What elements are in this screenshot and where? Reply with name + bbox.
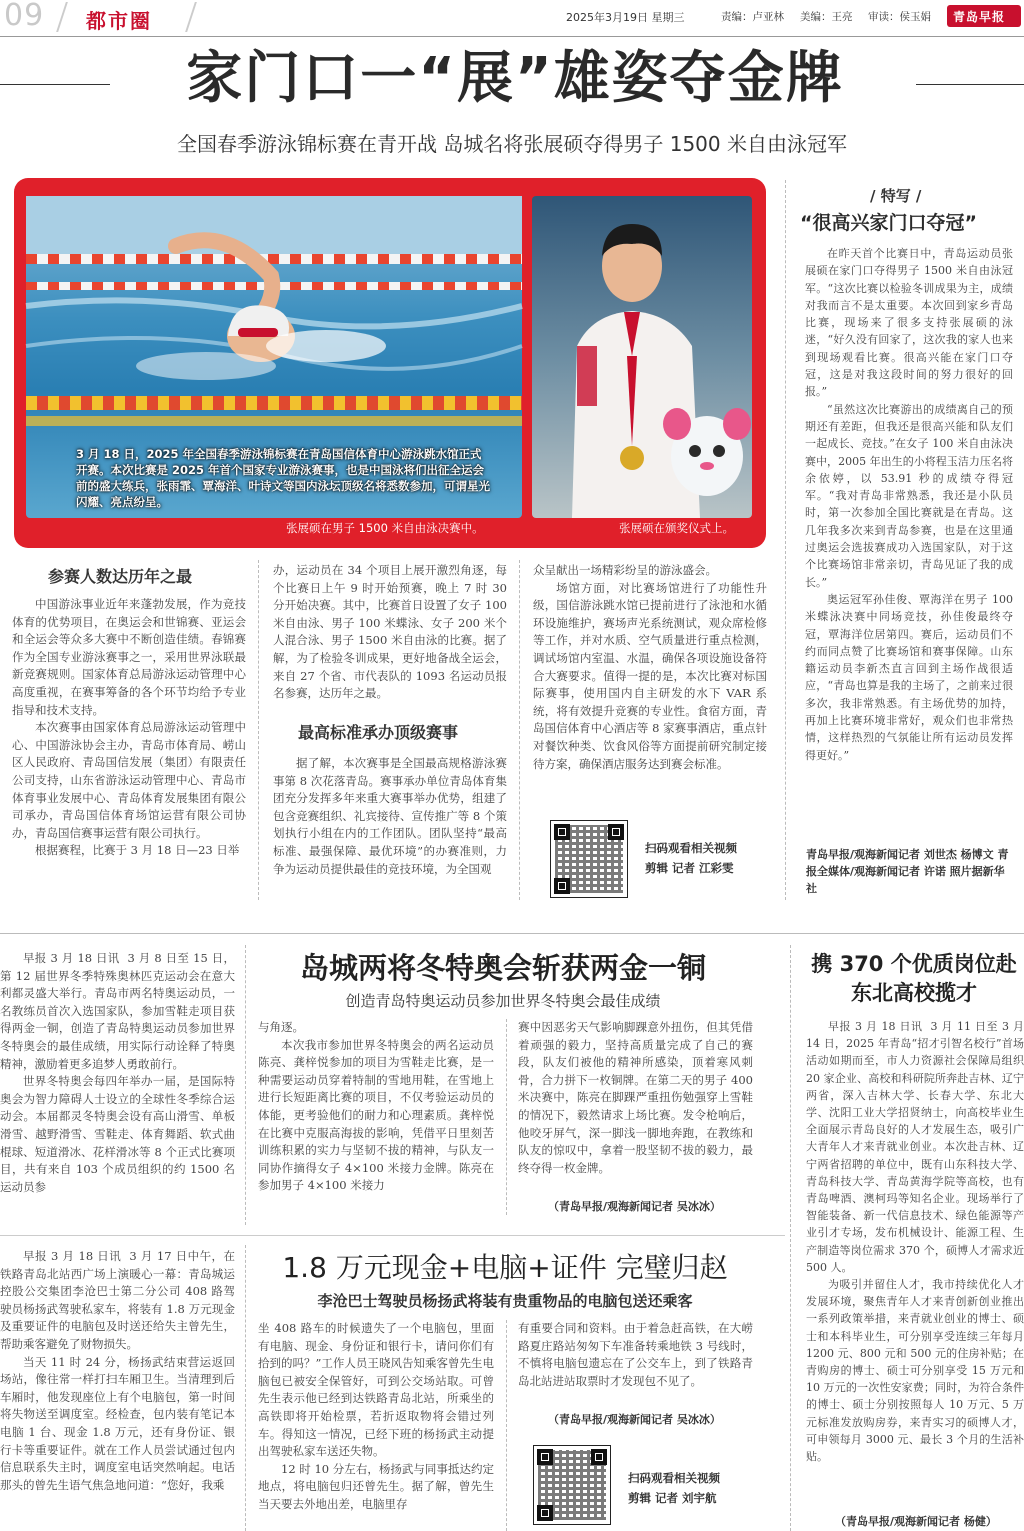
so-byline: （青岛早报/观海新闻记者 吴冰冰） [548, 1200, 721, 1213]
driver-col1-p1: 早报 3 月 18 日讯 3 月 17 日中午，在铁路青岛北站西广场上演暖心一幕：青岛城运控股公交集团李沧巴士第二分公司 408 路驾驶员杨扬武驾驶私家车，将装有 1.8 万元现金及重要证件的电脑包及时送还给失主曾先生，帮助乘客避免了财物损失。 [0, 1249, 235, 1351]
jobs-divider [790, 945, 791, 1531]
feature-tag: / 特写 / [870, 187, 922, 205]
athlete-illustration [532, 196, 752, 518]
lead-col3-p1: 众呈献出一场精彩纷呈的游泳盛会。 [533, 563, 717, 577]
lead-col-2b [273, 755, 507, 901]
lane-rope-top [26, 254, 522, 264]
photo-overlay-text: 3 月 18 日，2025 年全国春季游泳锦标赛在青岛国信体育中心游泳跳水馆正式开赛。本次比赛是 2025 年首个国家专业游泳赛事，也是中国泳将们出征全运会前的盛大练兵，张雨霏、覃海洋、叶诗文等国内泳坛顶级名将悉数参加，可谓星光闪耀、亮点纷呈。 [76, 447, 490, 509]
slash-divider [56, 2, 68, 32]
so-col1-p1: 早报 3 月 18 日讯 3 月 8 日至 15 日，第 12 届世界冬季特殊奥林匹克运动会在意大利都灵盛大举行。青岛市两名特奥运动员，一名教练员首次入选国家队，参加雪鞋走项目获得两金一铜，创造了青岛特奥运动员参加世界冬特奥会的最佳成绩，用实际行动诠释了特奥精神，激励着更多追梦人勇敢前行。 [0, 951, 235, 1071]
qr-credit-2: 剪辑 记者 刘宇航 [628, 1491, 717, 1505]
lead-col2-p1: 办，运动员在 34 个项目上展开激烈角逐，每个比赛日上午 9 时开始预赛，晚上 7 时 30 分开始决赛。其中，比赛首日设置了女子 100 米自由泳、男子 100 米蝶泳、女子 200 米个人混合泳、男子 1500 米自由泳的比赛。据了解，为了检验冬训成果，更好地备战全运会，来自 27 个省、市代表队的 1093 名运动员报名参赛，达历年之最。 [273, 563, 511, 701]
feature-p3: 奥运冠军孙佳俊、覃海洋在男子 100 米蝶泳决赛中同场竞技，孙佳俊最终夺冠，覃海洋位居第四。赛后，运动员们不约而同点赞了比赛场馆和赛事保障。山东籍运动员李新杰直言回到主场作战很适应，“青岛也算是我的主场了，之前来过很多次，我非常熟悉。有主场优势的加持，再加上比赛环境非常好，观众们也非常热情，这样热烈的气氛能让所有运动员发挥得更好。” [805, 592, 1017, 762]
driver-headline: 1.8 万元现金+电脑+证件 完璧归赵 [282, 1251, 728, 1284]
lead-col1-p3: 根据赛程，比赛于 3 月 18 日—23 日举 [35, 843, 240, 858]
jobs-p2: 为吸引并留住人才，我市持续优化人才发展环境，聚焦青年人才来青创新创业推出一系列政策举措，来青就业创业的博士、硕士和本科毕业生，可分别享受连续三年每月 1200 元、800 元和 500 元的住房补贴；在青购房的博士、硕士可分别享受 15 万元和 10 万元的一次性安家费；同时，为符合条件的博士、硕士分别按照每人 10 万元、5 万元标准发放购房券，来青实习的硕博人才，可申领每月 3000 元、最长 3 个月的生活补贴。 [806, 1278, 1024, 1464]
so-col2 [258, 1019, 494, 1215]
lead-col-3 [533, 562, 767, 810]
driver-col2-p1: 坐 408 路车的时候遗失了一个电脑包，里面有电脑、现金、身份证和银行卡，请问你们有拾到的吗？”工作人员王晓风告知乘客曾先生电脑包已被安全保管好，可到公交场站取。可曾先生表示他已经到达铁路青岛北站，所乘坐的高铁即将开始检票，若折返取物将会错过列车。得知这一情况，已经下班的杨扬武主动提出驾驶私家车送还失物。 [258, 1321, 494, 1459]
so-col2-p1: 与角逐。 [258, 1020, 304, 1034]
swimmer-photo [26, 196, 522, 518]
feature-body [805, 245, 1017, 845]
so-col2-p2: 本次我市参加世界冬特奥会的两名运动员陈亮、龚梓悦参加的项目为雪鞋走比赛，是一种需要运动员穿着特制的雪地用鞋，在雪地上进行长短距离比赛的项目，不仅考验运动员的体能，更考验他们的耐力和心理素质。龚梓悦在比赛中克服高海拔的影响，凭借平日里刻苦训练积累的实力与坚韧不拔的精神，与队友一同协作摘得女子 4×100 米接力金牌。陈亮在参加男子 4×100 米接力 [258, 1037, 494, 1193]
section-title: 都市圈 [86, 9, 152, 33]
col-divider [245, 945, 246, 1225]
feature-p1: 在昨天首个比赛日中，青岛运动员张展硕在家门口夺得男子 1500 米自由泳冠军。“这次比赛以检验冬训成果为主，成绩对我而言不是太重要。本次回到家乡青岛比赛，现场来了很多支持张展硕的泳迷，“好久没有回家了，这次我的家人也来到现场观看比赛。很高兴能在家门口夺冠，这是对我这段时间的努力很好的回报。” [805, 247, 1013, 399]
caption-right: 张展硕在颁奖仪式上。 [619, 521, 734, 535]
jobs-body [806, 1018, 1024, 1510]
driver-col1 [0, 1248, 235, 1531]
driver-col3 [518, 1320, 753, 1392]
lead-col3-p2: 场馆方面，对比赛场馆进行了功能性升级，国信游泳跳水馆已提前进行了泳池和水循环设施维护，赛场声光系统测试，观众席检修等工作，并对水质、空气质量进行重点检测，调试场馆内室温、水温，确保各项设施设备符合大赛要求。值得一提的是，本次比赛对标国际赛事，使用国内自主研发的水下 VAR 系统，将有效提升竞赛的专业性。食宿方面，青岛国信体育中心酒店等 8 家赛事酒店，重点针对餐饮种类、饮食风俗等方面提前研究制定接待方案，确保酒店服务达到赛会标准。 [533, 580, 767, 771]
headline-rule-right [916, 84, 1024, 85]
headline-rule-left [0, 84, 110, 85]
lead-photo-frame [14, 178, 766, 548]
lead-col1-p2: 本次赛事由国家体育总局游泳运动管理中心、中国游泳协会主办，青岛市体育局、崂山区人民政府、青岛国信发展（集团）有限责任公司支持，山东省游泳运动管理中心、青岛市体育事业发展中心、青岛体育发展集团有限公司承办，青岛国信体育场馆运营有限公司协办，青岛国信赛事运营有限公司执行。 [12, 720, 246, 840]
brand-name: 青岛早报 [953, 10, 1006, 24]
qr-code[interactable] [550, 820, 628, 898]
header-rule [0, 36, 1024, 37]
driver-col2-p2: 12 时 10 分左右，杨扬武与同事抵达约定地点，将电脑包归还曾先生。据了解，曾先生当天要去外地出差，电脑里存 [258, 1461, 494, 1511]
qr-credit: 剪辑 记者 江彩雯 [645, 861, 734, 875]
lead-col-2a [273, 562, 511, 704]
proofreader-credit: 审读：侯玉娟 [868, 11, 931, 23]
qr-code-2[interactable] [533, 1445, 611, 1525]
section-divider-2 [0, 1235, 785, 1236]
so-col1-p2: 世界冬特奥会每四年举办一届，是国际特奥会为智力障碍人士设立的全球性冬季综合运动会。本届都灵冬特奥会设有高山滑雪、单板滑雪、越野滑雪、雪鞋走、体育舞蹈、软式曲棍球、短道滑冰、花样滑冰等 8 个正式比赛项目，共有来自 103 个成员组织的约 1500 名运动员参 [0, 1074, 235, 1194]
award-photo [532, 196, 752, 518]
col-divider [506, 1320, 507, 1531]
jobs-p1: 早报 3 月 18 日讯 3 月 11 日至 3 月 14 日，2025 年青岛“招才引智名校行”首场活动如期而至，市人力资源社会保障局组织 20 家企业、高校和科研院所奔赴吉林、辽宁两省，深入吉林大学、长春大学、东北大学、沈阳工业大学招贤纳士，向高校毕业生全面展示青岛良好的人才发展生态，吸引广大青年人才来青就业创业。本次赴吉林、辽宁两省招聘的单位中，既有山东科技大学、青岛科技大学、青岛黄海学院等高校，也有青岛啤酒、澳柯玛等知名企业。现场举行了智能装备、新一代信息技术、绿色能源等产业引才专场，发布机械设计、能源工程、生产制造等岗位需求 370 个，硕博人才需求近 500 人。 [806, 1020, 1024, 1274]
feature-p2: “虽然这次比赛游出的成绩离自己的预期还有差距，但我还是很高兴能和队友们一起成长、竞技。”在女子 100 米自由泳决赛中，2005 年出生的小将程玉洁力压名将余依婷，以 53.91 秒的成绩夺得冠军。“我对青岛非常熟悉，我还是小队员时，第一次参加全国比赛就是在青岛。这几年我多次来到青岛参赛，也是在这里通过奥运会选拔赛成功入选国家队，对于这个比赛场馆非常亲切，青岛见证了我的成长。” [805, 402, 1013, 589]
page-header [0, 0, 1024, 38]
driver-subhead: 李沧巴士驾驶员杨扬武将装有贵重物品的电脑包送还乘客 [317, 1292, 693, 1310]
col-divider [245, 1245, 246, 1531]
qr-caption-2: 扫码观看相关视频 [628, 1471, 720, 1485]
lead-subhead: 全国春季游泳锦标赛在青开战 岛城名将张展硕夺得男子 1500 米自由泳冠军 [177, 132, 847, 156]
lead-col2-p2: 据了解，本次赛事是全国最高规格游泳赛事第 8 次花落青岛。赛事承办单位青岛体育集团充分发挥多年来重大赛事举办优势，组建了包含竞赛组织、礼宾接待、宣传推广等 8 个策划执行小组在内的工作团队。团队坚持“最高标准、最强保障、最优环境”的办赛准则，力争为运动员提供最佳的竞技环境，为全国观 [273, 756, 507, 876]
caption-left: 张展硕在男子 1500 米自由泳决赛中。 [286, 521, 484, 535]
section-divider [0, 933, 1024, 934]
col1-heading: 参赛人数达历年之最 [48, 567, 193, 586]
art-editor-credit: 美编：王亮 [800, 11, 853, 23]
so-col3-p1: 赛中因恶劣天气影响脚踝意外扭伤，但其凭借着顽强的毅力，坚持高质量完成了自己的赛段，队友们被他的精神所感染，顶着寒风刺骨，合力拼下一枚铜牌。在第二天的男子 400 米决赛中，陈亮在脚踝严重扭伤勉强穿上雪鞋的情况下，毅然请求上场比赛。发令枪响后，他咬牙屏气，深一脚浅一脚地奔跑，在教练和队友的惊叹中，拿着一股坚韧不拔的毅力，最终夺得一枚金牌。 [518, 1020, 757, 1175]
so-col3 [518, 1019, 757, 1195]
driver-col1-p2: 当天 11 时 24 分，杨扬武结束营运返回场站，像往常一样打扫车厢卫生。当清理到后车厢时，他发现座位上有个电脑包，第一时间将失物送至调度室。经检查，包内装有笔记本电脑 1 台、现金 1.8 万元，还有身份证、银行卡等重要证件。就在工作人员尝试通过包内信息联系失主时，调度室电话突然响起。电话那头的曾先生语气焦急地问道：“您好，我乘 [0, 1354, 235, 1492]
qr-caption: 扫码观看相关视频 [645, 841, 737, 855]
so-subhead: 创造青岛特奥运动员参加世界冬特奥会最佳成绩 [345, 992, 661, 1010]
so-headline: 岛城两将冬特奥会斩获两金一铜 [299, 951, 706, 985]
lead-headline: 家门口一“展”雄姿夺金牌 [186, 46, 844, 111]
lead-col1-p1: 中国游泳事业近年来蓬勃发展，作为竞技体育的优势项目，在奥运会和世锦赛、亚运会和全运会等众多大赛中不断创造佳绩。春锦赛作为全国专业游泳赛事之一，采用世界泳联最新竞赛规则。国家体育总局游泳运动管理中心高度重视，在赛事筹备的各个环节均给予专业指导和技术支持。 [12, 597, 246, 717]
driver-col2 [258, 1320, 494, 1531]
issue-date: 2025年3月19日 星期三 [566, 11, 685, 24]
col-divider [506, 1019, 507, 1215]
col-divider [519, 560, 520, 900]
col2-heading: 最高标准承办顶级赛事 [298, 723, 459, 742]
so-col1-top [0, 950, 235, 1218]
feature-title: “很高兴家门口夺冠” [800, 212, 977, 234]
driver-col3-p1: 有重要合同和资料。由于着急赶高铁，在大崂路夏庄路站匆匆下车准备转乘地铁 3 号线时，不慎将电脑包遗忘在了公交车上，到了铁路青岛北站进站取票时才发现包不见了。 [518, 1321, 753, 1388]
slash-divider-2 [185, 2, 197, 32]
brand-logo [947, 5, 1021, 27]
feature-divider [785, 180, 786, 900]
col-divider [258, 560, 259, 900]
feature-byline: 青岛早报/观海新闻记者 刘世杰 杨博文 青报全媒体/观海新闻记者 许诺 照片据新华社 [806, 848, 1009, 895]
driver-byline: （青岛早报/观海新闻记者 吴冰冰） [548, 1413, 721, 1426]
jobs-byline: （青岛早报/观海新闻记者 杨健） [835, 1515, 997, 1528]
jobs-headline: 携 370 个优质岗位赴东北高校揽才 [811, 952, 1017, 1005]
editor-credit: 责编：卢亚林 [721, 11, 784, 23]
page-number: 09 [4, 0, 45, 33]
lead-col-1 [12, 596, 246, 900]
